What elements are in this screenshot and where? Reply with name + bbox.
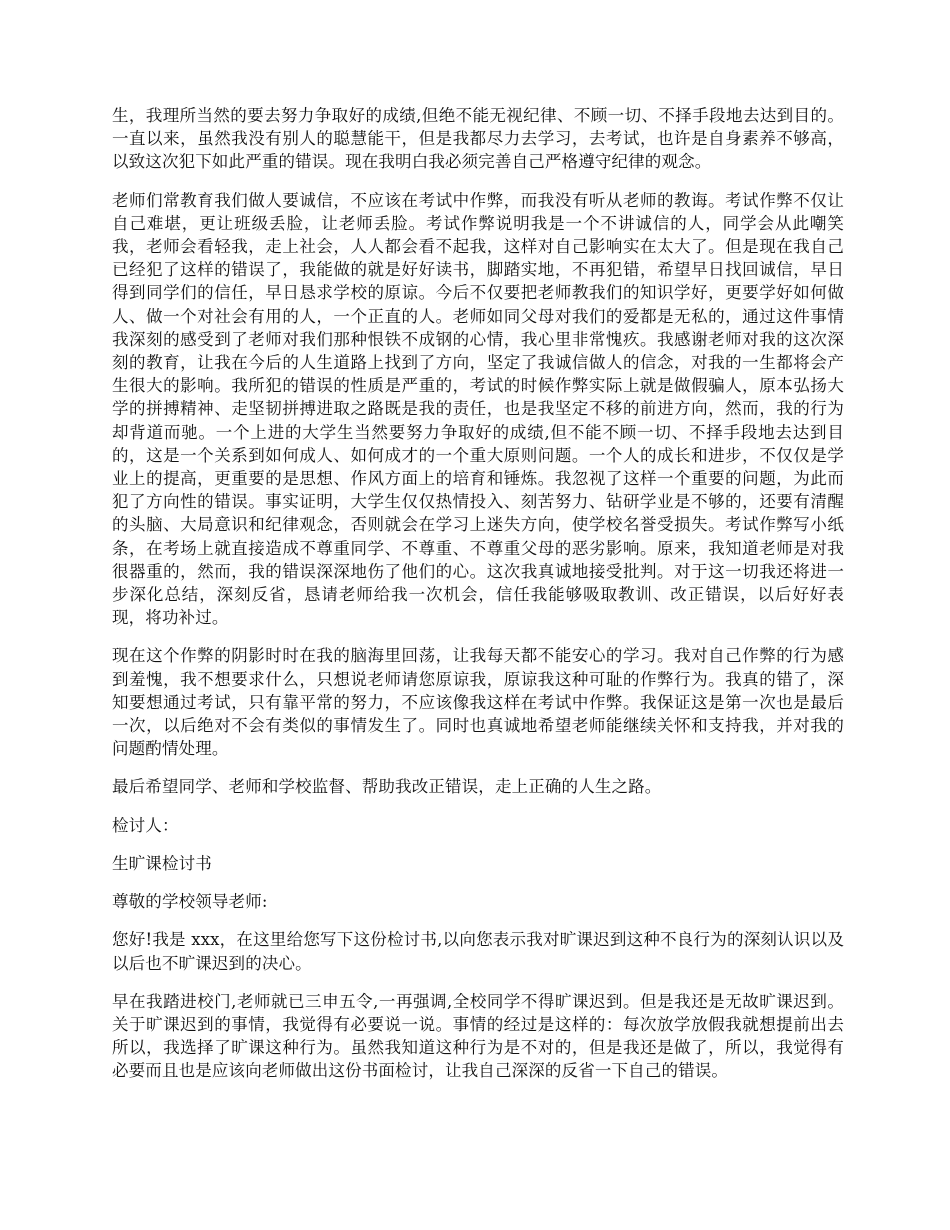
paragraph-closing: 最后希望同学、老师和学校监督、帮助我改正错误，走上正确的人生之路。 bbox=[112, 777, 662, 797]
paragraph-remorse: 现在这个作弊的阴影时时在我的脑海里回荡，让我每天都不能安心的学习。我对自己作弊的行为感到羞愧，我不想要求什么，只想说老师请您原谅我，原谅我这种可耻的作弊行为。我真的错了，深知要想通过考试，只有靠平常的努力，不应该像我这样在考试中作弊。我保证这是第一次也是最后一次，以后绝对不会有类似的事情发生了。同时也真诚地希望老师能继续关怀和支持我，并对我的问题酌情处理。 bbox=[112, 646, 844, 759]
signature-label: 检讨人： bbox=[112, 815, 179, 835]
salutation: 尊敬的学校领导老师: bbox=[112, 892, 268, 912]
document-body bbox=[112, 104, 844, 1098]
paragraph-integrity: 老师们常教育我们做人要诚信，不应该在考试中作弊，而我没有听从老师的教诲。考试作弊不仅让自己难堪，更让班级丢脸，让老师丢脸。考试作弊说明我是一个不讲诚信的人，同学会从此嘲笑我，老师会看轻我，走上社会，人人都会看不起我，这样对自己影响实在太大了。但是现在我自己已经犯了这样的错误了，我能做的就是好好读书，脚踏实地，不再犯错，希望早日找回诚信，早日得到同学们的信任，早日恳求学校的原谅。今后不仅要把老师教我们的知识学好，更要学好如何做人、做一个对社会有用的人，一个正直的人。老师如同父母对我们的爱都是无私的，通过这件事情我深刻的感受到了老师对我们那种恨铁不成钢的心情，我心里非常愧疚。我感谢老师对我的这次深刻的教育，让我在今后的人生道路上找到了方向，坚定了我诚信做人的信念，对我的一生都将会产生很大的影响。我所犯的错误的性质是严重的，考试的时候作弊实际上就是做假骗人，原本弘扬大学的拼搏精神、走坚韧拼搏进取之路既是我的责任，也是我坚定不移的前进方向，然而，我的行为却背道而驰。一个上进的大学生当然要努力争取好的成绩,但不能不顾一切、不择手段地去达到目的，这是一个关系到如何成人、如何成才的一个重大原则问题。一个人的成长和进步，不仅仅是学业上的提高，更重要的是思想、作风方面上的培育和锤炼。我忽视了这样一个重要的问题，为此而犯了方向性的错误。事实证明，大学生仅仅热情投入、刻苦努力、钻研学业是不够的，还要有清醒的头脑、大局意识和纪律观念，否则就会在学习上迷失方向，使学校名誉受损失。考试作弊写小纸条，在考场上就直接造成不尊重同学、不尊重、不尊重父母的恶劣影响。原来，我知道老师是对我很器重的，然而，我的错误深深地伤了他们的心。这次我真诚地接受批判。对于这一切我还将进一步深化总结，深刻反省，恳请老师给我一次机会，信任我能够吸取教训、改正错误，以后好好表现，将功补过。 bbox=[112, 190, 844, 628]
paragraph-greeting: 您好!我是 xxx，在这里给您写下这份检讨书,以向您表示我对旷课迟到这种不良行为的深刻认识以及以后也不旷课迟到的决心。 bbox=[112, 930, 844, 973]
paragraph-truancy: 早在我踏进校门,老师就已三申五令,一再强调,全校同学不得旷课迟到。但是我还是无故旷课迟到。关于旷课迟到的事情，我觉得有必要说一说。事情的经过是这样的：每次放学放假我就想提前出去所以，我选择了旷课这种行为。虽然我知道这种行为是不对的，但是我还是做了，所以，我觉得有必要而且也是应该向老师做出这份书面检讨，让我自己深深的反省一下自己的错误。 bbox=[112, 991, 844, 1081]
section-title: 生旷课检讨书 bbox=[112, 853, 212, 873]
paragraph-discipline: 生，我理所当然的要去努力争取好的成绩,但绝不能无视纪律、不顾一切、不择手段地去达到目的。一直以来，虽然我没有别人的聪慧能干，但是我都尽力去学习，去考试，也许是自身素养不够高，以致这次犯下如此严重的错误。现在我明白我必须完善自己严格遵守纪律的观念。 bbox=[112, 106, 844, 172]
